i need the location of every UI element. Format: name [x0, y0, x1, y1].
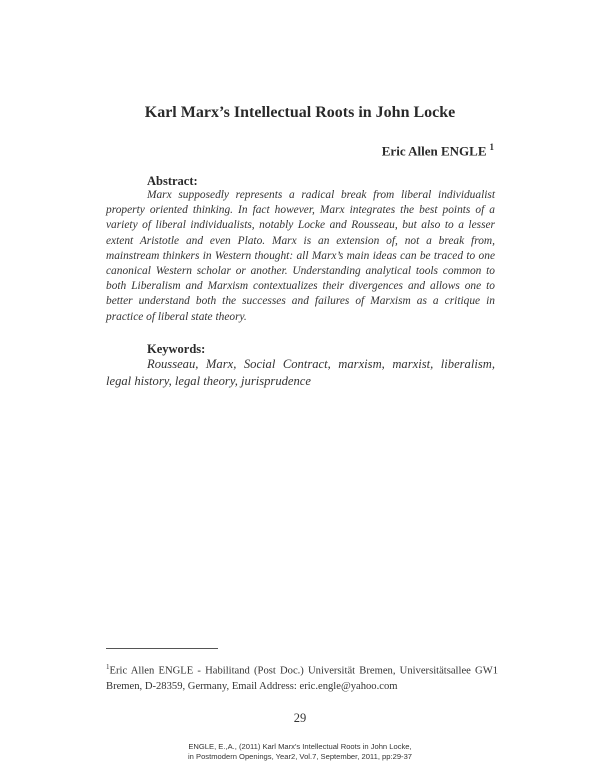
citation-footer: [0, 742, 600, 762]
author-line: [382, 142, 494, 159]
footnote-text: Eric Allen ENGLE - Habilitand (Post Doc.) Universität Bremen, Universitätsallee GW1 Bremen, D-28359, Germany, Email Address: eric.engle@yahoo.com: [106, 665, 498, 692]
page-number: 29: [293, 711, 307, 725]
citation-line-2: in Postmodern Openings, Year2, Vol.7, September, 2011, pp:29-37: [187, 752, 413, 761]
paper-title: Karl Marx’s Intellectual Roots in John Locke: [144, 104, 456, 121]
keywords-heading: Keywords:: [147, 342, 206, 356]
footnote-divider: [106, 648, 218, 649]
footnote: [106, 660, 498, 694]
citation-line-1: ENGLE, E.,A., (2011) Karl Marx's Intellectual Roots in John Locke,: [188, 742, 412, 751]
author-name: Eric Allen ENGLE: [381, 143, 487, 159]
abstract-heading: Abstract:: [147, 174, 198, 188]
abstract-text: Marx supposedly represents a radical break from liberal individualist property oriented thinking. In fact however, Marx integrates the best points of a variety of liberal individualists, notably Locke and Rousseau, but also to a lesser extent Aristotle and even Plato. Marx is an extension of, not a break from, mainstream thinkers in Western thought: all Marx’s main ideas can be traced to one canonical Western scholar or another. Understanding analytical tools common to both Liberalism and Marxism contextualizes their divergences and allows one to better understand both the successes and failures of Marxism as a critique in practice of liberal state theory.: [106, 189, 495, 323]
keywords-text: Rousseau, Marx, Social Contract, marxism, marxist, liberalism, legal history, legal theory, jurisprudence: [106, 357, 495, 388]
footnote-marker: 1: [106, 663, 110, 671]
author-footnote-marker[interactable]: 1: [489, 142, 494, 152]
